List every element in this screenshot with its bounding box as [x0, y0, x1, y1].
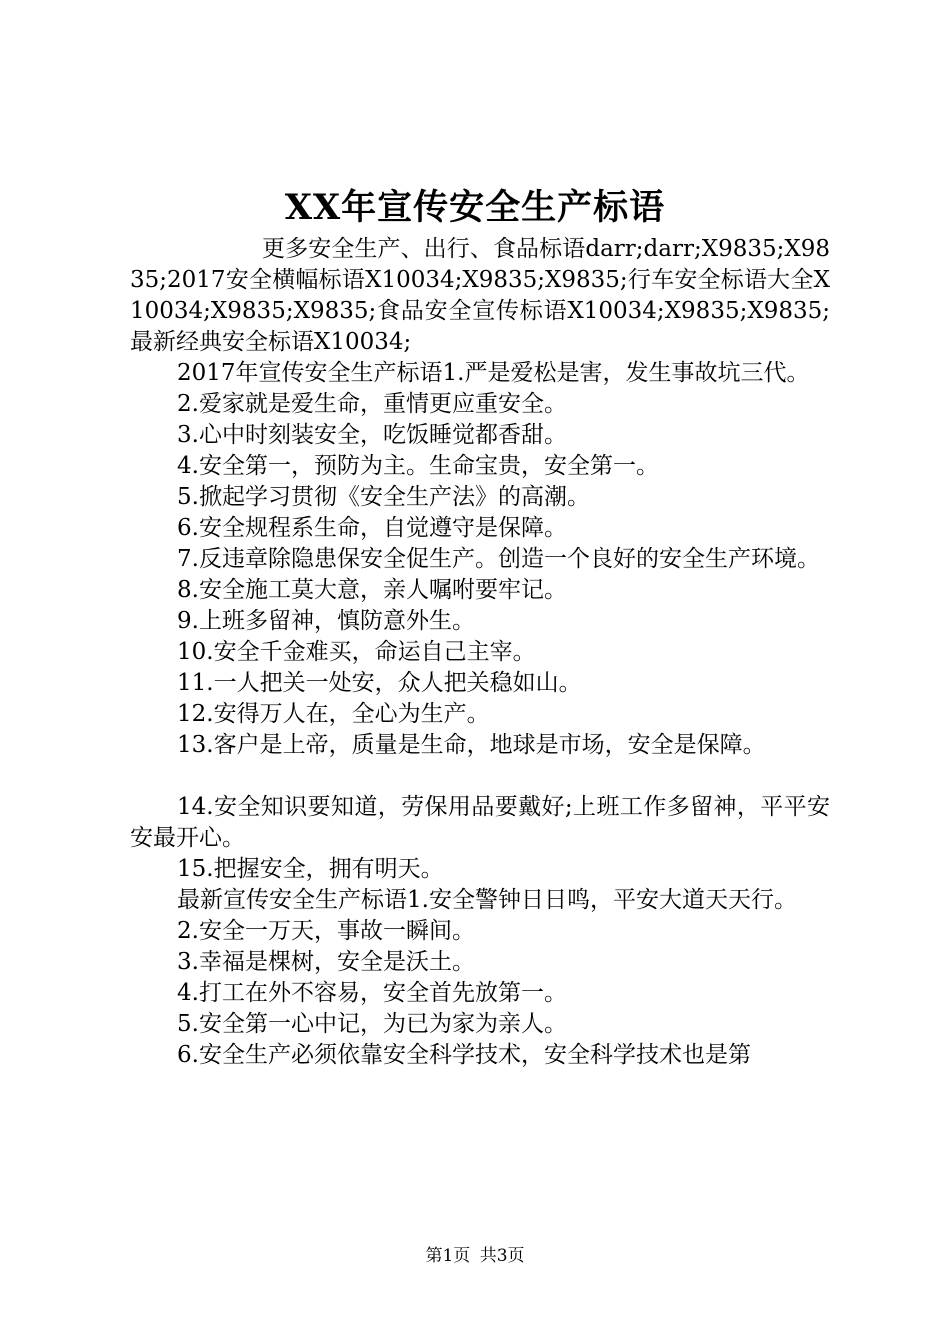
paragraph: 5.掀起学习贯彻《安全生产法》的高潮。 [177, 484, 590, 510]
paragraph: 15.把握安全，拥有明天。 [177, 856, 444, 882]
paragraph: 3.心中时刻装安全，吃饭睡觉都香甜。 [177, 422, 567, 448]
paragraph: 3.幸福是棵树，安全是沃土。 [177, 949, 475, 975]
intro-paragraph: 更多安全生产、出行、食品标语darr;darr;X9835;X9835;2017安全横幅标语X10034;X9835;X9835;行车安全标语大全X10034;X9835;X9835;食品安全宣传标语X10034;X9835;X9835;最新经典安全标语X10034; [130, 236, 830, 355]
paragraph: 12.安得万人在，全心为生产。 [177, 701, 490, 727]
paragraph: 2.安全一万天，事故一瞬间。 [177, 918, 475, 944]
page-footer [0, 1244, 950, 1268]
page-total: 共3页 [479, 1246, 525, 1266]
paragraph: 10.安全千金难买，命运自己主宰。 [177, 639, 536, 665]
paragraph: 8.安全施工莫大意，亲人嘱咐要牢记。 [177, 577, 567, 603]
document-body [130, 234, 830, 1071]
paragraph: 6.安全规程系生命，自觉遵守是保障。 [177, 515, 567, 541]
paragraph: 6.安全生产必须依靠安全科学技术，安全科学技术也是第 [177, 1042, 751, 1068]
paragraph: 最新宣传安全生产标语1.安全警钟日日鸣，平安大道天天行。 [177, 887, 797, 913]
paragraph: 2.爱家就是爱生命，重情更应重安全。 [177, 391, 567, 417]
paragraph: 4.安全第一，预防为主。生命宝贵，安全第一。 [177, 453, 659, 479]
paragraph: 4.打工在外不容易，安全首先放第一。 [177, 980, 567, 1006]
paragraph: 11.一人把关一处安，众人把关稳如山。 [177, 670, 582, 696]
paragraph: 14.安全知识要知道，劳保用品要戴好;上班工作多留神，平平安安最开心。 [130, 794, 830, 851]
document-title: XX年宣传安全生产标语 [284, 187, 666, 228]
paragraph: 9.上班多留神，慎防意外生。 [177, 608, 475, 634]
paragraph: 5.安全第一心中记，为已为家为亲人。 [177, 1011, 567, 1037]
paragraph: 7.反违章除隐患保安全促生产。创造一个良好的安全生产环境。 [177, 546, 820, 572]
paragraph: 13.客户是上帝，质量是生命，地球是市场，安全是保障。 [177, 732, 766, 758]
page-number: 第1页 [425, 1246, 471, 1266]
paragraph: 2017年宣传安全生产标语1.严是爱松是害，发生事故坑三代。 [177, 360, 810, 386]
